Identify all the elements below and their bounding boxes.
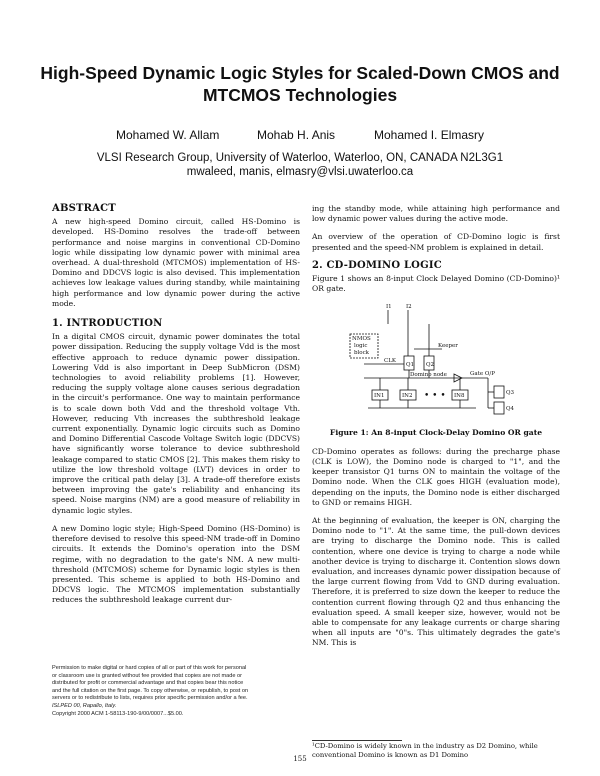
right-paragraph-2: CD-Domino operates as follows: during the precharge phase (CLK is LOW), the Domino node is charged to "1", and the keeper transistor Q1 turns ON to maintain the voltage of the Domino node. When the CLK goes HIGH (evaluation mode), depending on the inputs, the Domino node is either discharged to GND or remains HIGH. [312,446,560,507]
intro-paragraph-2: A new Domino logic style; High-Speed Domino (HS-Domino) is therefore devised to resolve this speed-NM trade-off in Domino circuits. It extends the Domino's operation into the DSM regime, with no degradation to the gate's NM. A new multi-threshold (MTCMOS) scheme for Dynamic logic styles is then presented. This scheme is applied to both HS-Domino and DDCVS logic. The MTCMOS implementation substantially reduces the subthreshold leakage current dur- [52,523,300,605]
permission-notice [52,665,252,718]
intro-paragraph-1: In a digital CMOS circuit, dynamic power dominates the total power dissipation. Reducing the supply voltage Vdd is the most effective approach to reduce dynamic power dissipation. Lowering Vdd is also important in Deep SubMicron (DSM) technologies to avoid reliability problems [1]. However, reducing the supply voltage alone causes serious degradation in the circuit's performance. One way to maintain performance is to scale down both Vdd and the threshold voltage Vth. However, reducing Vth increases the subthreshold leakage current exponentially. Dynamic logic circuits such as Domino and Domino Differential Cascode Voltage Switch logic (DDCVS) have significantly worse tolerance to device subthreshold leakage compared to static CMOS [2]. This makes them risky to utilize the low threshold voltage (LVT) devices in order to improve the critical path delay [3]. A trade-off therefore exists between improving the gate's reliability and enhancing its speed. Noise margins (NM) are a good measure of reliability in dynamic logic styles. [52,332,300,515]
page-number: 155 [293,755,307,763]
author-3: Mohamed I. Elmasry [374,128,485,142]
permission-text: Permission to make digital or hard copies of all or part of this work for personal or classroom use is granted without fee provided that copies are not made or distributed for profit or commercial advantage and that copies bear this notice and the full citation on the first page. To copy otherwise, or republish, to post on servers or to redistribute to lists, requires prior specific permission and/or a fee. [52,665,249,702]
figure-1-caption: Figure 1: An 8-input Clock-Delay Domino OR gate [329,427,543,437]
author-2: Mohab H. Anis [257,128,336,142]
left-column [52,204,300,614]
author-emails: mwaleed, manis, elmasry@vlsi.uwaterloo.ca [186,166,414,178]
label-keeper: Keeper [438,343,458,350]
label-in8: IN8 [454,393,465,400]
cd-domino-circuit-diagram [312,302,560,420]
label-q3: Q3 [506,390,515,397]
right-column [312,204,560,648]
label-q2: Q2 [426,362,435,369]
right-paragraph-0: ing the standby mode, while attaining high performance and low dynamic power values during the active mode. [312,204,560,224]
q4-transistor [494,402,504,414]
affiliation-block [40,151,560,179]
right-paragraph-3: At the beginning of evaluation, the keeper is ON, charging the Domino node to "1". At the same time, the pull-down devices are trying to discharge the Domino node. This is called contention, where one device is trying to charge a node while another device is trying to discharge it. Contention slows down evaluation, and increases dynamic power dissipation because of the large current flowing from Vdd to GND during evaluation. Therefore, it is preferred to size down the keeper to reduce the contention current flowing through Q2 and thus enhancing the evaluation speed. A small keeper size, however, would not be able to compensate for any leakage currents or charge sharing when all inputs are "0"s. This ultimately degrades the gate's NM. This is [312,516,560,648]
footnote-rule [312,740,402,741]
section-2-heading: 2. CD-DOMINO LOGIC [312,259,442,271]
label-logic: logic [354,343,368,350]
copyright: Copyright 2000 ACM 1-58113-190-9/00/0007...$5.00. [52,710,184,717]
q3-transistor [494,386,504,398]
label-nmos: NMOS [352,336,371,343]
label-q4: Q4 [506,406,515,413]
footnote: ¹CD-Domino is widely known in the industry as D2 Domino, while conventional Domino is known as D1 Domino [312,742,538,759]
label-in2: IN2 [402,393,413,400]
label-in1: IN1 [374,393,385,400]
right-paragraph-1: An overview of the operation of CD-Domino logic is first presented and the speed-NM problem is explained in detail. [312,232,560,252]
label-gate-output: Gate O/P [470,371,495,378]
figure-1 [312,302,560,648]
affiliation: VLSI Research Group, University of Waterloo, Waterloo, ON, CANADA N2L3G1 [96,152,504,164]
venue: ISLPED 00, Rapallo, Italy. [52,702,117,709]
section-2-intro: Figure 1 shows an 8-input Clock Delayed Domino (CD-Domino)¹ OR gate. [312,274,560,294]
label-q1: Q1 [406,362,415,369]
paper-title: High-Speed Dynamic Logic Styles for Scaled-Down CMOS and MTCMOS Technologies [40,63,560,105]
label-ellipsis: • • • [424,391,446,402]
author-1: Mohamed W. Allam [116,128,220,142]
abstract-heading: ABSTRACT [52,203,116,214]
abstract-text: A new high-speed Domino circuit, called HS-Domino is developed. HS-Domino resolves the trade-off between performance and noise margins in conventional CD-Domino logic while dissipating low dynamic power with minimal area overhead. A dual-threshold (MTCMOS) implementation of HS-Domino and DDCVS logic is also devised. This implementation achieves low leakage values during standby, while maintaining high performance and low dynamic power during the active mode. [52,217,300,308]
introduction-heading: 1. INTRODUCTION [52,318,163,330]
label-i2: I2 [406,304,412,311]
label-domino-node: Domino node [410,372,447,379]
label-i1: I1 [386,304,392,311]
label-clk: CLK [384,358,396,365]
label-block: block [354,350,370,357]
